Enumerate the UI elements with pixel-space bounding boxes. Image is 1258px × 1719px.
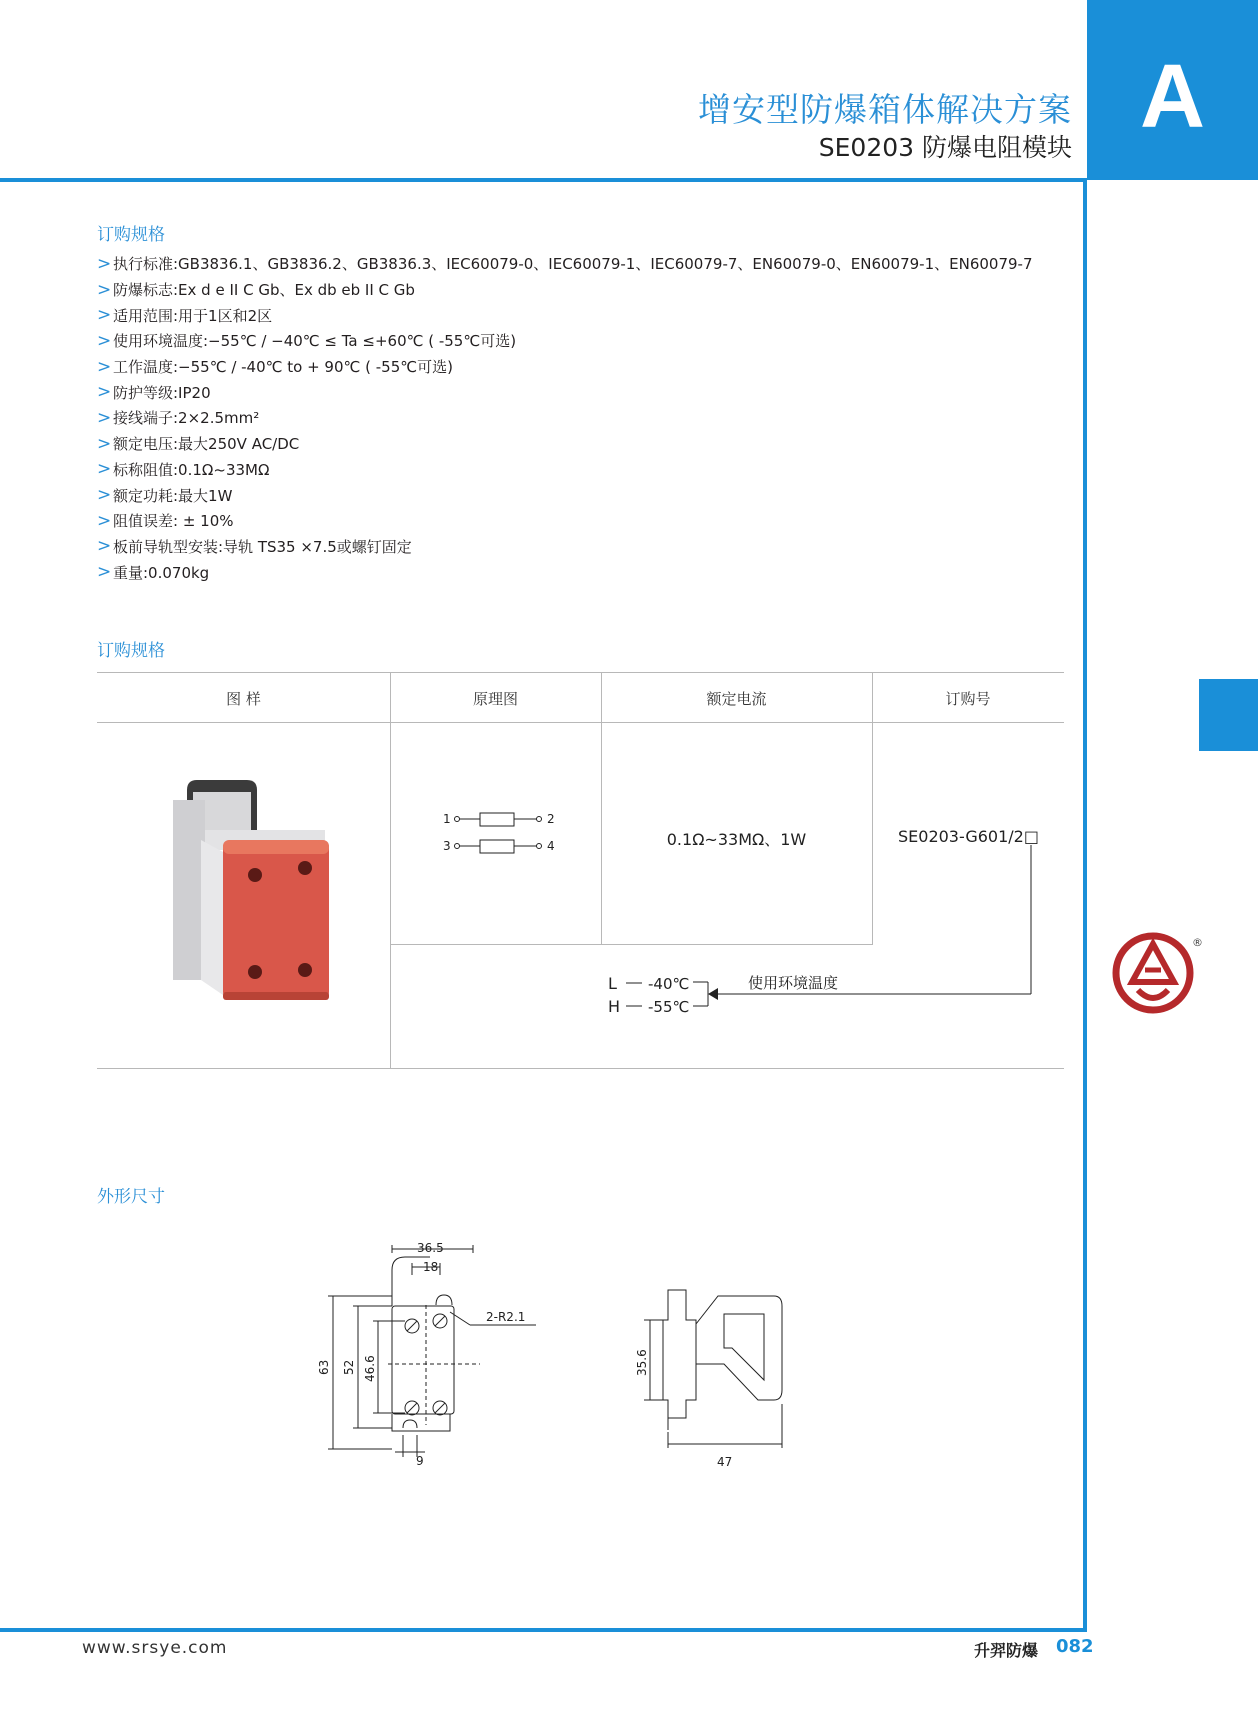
spec-item: > 额定电压:最大250V AC/DC xyxy=(97,433,300,454)
spec-item: > 接线端子:2×2.5mm² xyxy=(97,407,260,428)
chevron-right-icon: > xyxy=(97,433,112,454)
dim-side-height: 35.6 xyxy=(635,1349,649,1376)
dim-height-46-6: 46.6 xyxy=(363,1355,377,1382)
option-code-h: H xyxy=(608,997,621,1016)
spec-item: > 使用环境温度:−55℃ / −40℃ ≤ Ta ≤+60℃ ( -55℃可选) xyxy=(97,330,517,351)
spec-item: > 标称阻值:0.1Ω~33MΩ xyxy=(97,459,270,480)
spec-item: > 适用范围:用于1区和2区 xyxy=(97,305,273,326)
pin-1-label: 1 xyxy=(443,812,451,826)
table-rule xyxy=(97,722,1064,723)
page-number: 082 xyxy=(1056,1636,1094,1657)
resistor-schematic xyxy=(440,812,560,856)
dim-hole-note: 2-R2.1 xyxy=(486,1310,526,1324)
option-code-l: L xyxy=(608,974,617,993)
spec-item: > 防爆标志:Ex d e II C Gb、Ex db eb II C Gb xyxy=(97,279,415,300)
pin-2-label: 2 xyxy=(547,812,555,826)
spec-item: > 执行标准:GB3836.1、GB3836.2、GB3836.3、IEC60079-0、IEC60079-1、IEC60079-7、EN60079-0、EN60079-1、EN60079-7 xyxy=(97,253,1033,274)
footer-divider xyxy=(0,1628,1087,1632)
dim-height-total: 63 xyxy=(317,1359,331,1375)
chevron-right-icon: > xyxy=(97,485,112,506)
table-col-divider xyxy=(390,672,391,1068)
option-label: 使用环境温度 xyxy=(748,974,839,992)
dim-width-total: 36.5 xyxy=(417,1241,444,1255)
spec-item: > 防护等级:IP20 xyxy=(97,382,211,403)
table-rule xyxy=(97,672,1064,673)
chevron-right-icon: > xyxy=(97,253,112,274)
front-view-drawing xyxy=(300,1235,560,1485)
chevron-right-icon: > xyxy=(97,536,112,557)
side-view-drawing xyxy=(628,1280,788,1470)
side-tab-marker xyxy=(1199,679,1258,751)
page-title: 增安型防爆箱体解决方案 xyxy=(698,90,1072,129)
chevron-right-icon: > xyxy=(97,459,112,480)
column-header-current: 额定电流 xyxy=(706,690,767,708)
table-rule xyxy=(97,1068,1064,1069)
spec-item: > 额定功耗:最大1W xyxy=(97,485,233,506)
footer-brand-name: 升羿防爆 xyxy=(974,1641,1039,1660)
column-header-order-no: 订购号 xyxy=(945,690,991,708)
dim-width-inner: 18 xyxy=(423,1260,439,1274)
chevron-right-icon: > xyxy=(97,279,112,300)
column-header-image: 图 样 xyxy=(226,690,261,708)
product-image xyxy=(165,780,345,1005)
right-border xyxy=(1083,180,1087,1630)
dim-bottom-9: 9 xyxy=(416,1454,424,1468)
chevron-right-icon: > xyxy=(97,407,112,428)
order-number-value: SE0203-G601/2□ xyxy=(898,827,1039,846)
dimensions-section-title: 外形尺寸 xyxy=(97,1187,165,1207)
section-tab xyxy=(1087,0,1258,180)
header-divider xyxy=(0,178,1087,182)
chevron-right-icon: > xyxy=(97,382,112,403)
spec-item: > 重量:0.070kg xyxy=(97,562,210,583)
section-tab-letter: A xyxy=(1140,47,1205,147)
chevron-right-icon: > xyxy=(97,305,112,326)
spec-list xyxy=(97,251,1077,585)
footer-website-link[interactable]: www.srsye.com xyxy=(82,1638,228,1658)
specs-section-title: 订购规格 xyxy=(97,225,165,245)
brand-logo xyxy=(1112,932,1204,1014)
pin-4-label: 4 xyxy=(547,839,555,853)
order-section-title: 订购规格 xyxy=(97,641,165,661)
spec-item: > 工作温度:−55℃ / -40℃ to + 90℃ ( -55℃可选) xyxy=(97,356,453,377)
svg-text:®: ® xyxy=(1192,936,1203,949)
column-header-schematic: 原理图 xyxy=(472,690,518,708)
option-temp-h: -55℃ xyxy=(648,998,690,1016)
page-subtitle: SE0203 防爆电阻模块 xyxy=(818,133,1072,162)
chevron-right-icon: > xyxy=(97,356,112,377)
spec-item: > 阻值误差: ± 10% xyxy=(97,510,234,531)
chevron-right-icon: > xyxy=(97,330,112,351)
chevron-right-icon: > xyxy=(97,510,112,531)
rated-current-value: 0.1Ω~33MΩ、1W xyxy=(666,830,807,849)
option-temp-l: -40℃ xyxy=(648,975,690,993)
chevron-right-icon: > xyxy=(97,562,112,583)
dim-height-52: 52 xyxy=(342,1359,356,1375)
pin-3-label: 3 xyxy=(443,839,451,853)
order-code-legend xyxy=(600,840,1040,1020)
spec-item: > 板前导轨型安装:导轨 TS35 ×7.5或螺钉固定 xyxy=(97,536,412,557)
dim-side-width: 47 xyxy=(717,1455,733,1469)
